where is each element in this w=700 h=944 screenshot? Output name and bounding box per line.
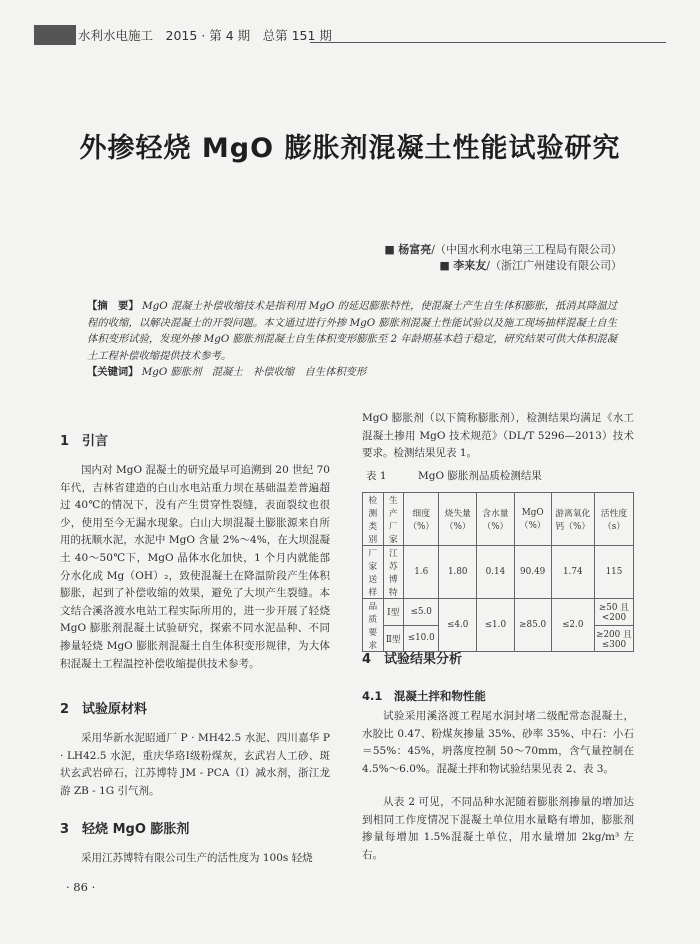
- article-title: 外掺轻烧 MgO 膨胀剂混凝土性能试验研究: [79, 133, 621, 164]
- author-name: 杨富亮: [398, 243, 432, 256]
- table-cell: ≤2.0: [551, 599, 594, 652]
- header-bar: [34, 25, 76, 45]
- table-cell: 1.6: [404, 546, 439, 599]
- table-cell: 厂家送样: [363, 546, 384, 599]
- author-affiliation: /（浙江广州建设有限公司）: [486, 259, 622, 272]
- table-cell: ≤1.0: [477, 599, 515, 652]
- table-cell: ≤4.0: [439, 599, 477, 652]
- table-1-caption: 表 1 MgO 膨胀剂品质检测结果: [366, 470, 542, 482]
- table-header-cell: 烧失量（%）: [439, 493, 477, 546]
- section-1-title: 1 引言: [60, 434, 109, 449]
- abstract: [87, 298, 617, 381]
- author-name: 李来友: [453, 259, 487, 272]
- abstract-text: MgO 混凝土补偿收缩技术是指利用 MgO 的延迟膨胀特性，使混凝土产生自生体积膨胀，抵消其降温过程的收缩，以解决混凝土的开裂问题。本文通过进行外掺 MgO 膨胀剂混凝土性能试验以及施工现场抽样混凝土自生体积变形试验，发现外掺 MgO 膨胀剂混凝土自生体积变形膨胀至 2 年龄期基本趋于稳定，研究结果可供大体积混凝土工程补偿收缩提供技术参考。: [87, 300, 617, 362]
- table-cell: ≤10.0: [404, 625, 439, 652]
- keywords: MgO 膨胀剂 混凝土 补偿收缩 自生体积变形: [141, 366, 367, 378]
- table-header-row: [363, 493, 634, 546]
- author-1: ■ 杨富亮/（中国水利水电第三工程局有限公司）: [384, 243, 622, 256]
- table-row: [363, 546, 634, 599]
- section-4-title: 4 试验结果分析: [362, 652, 463, 667]
- table-cell: 江苏博特: [383, 546, 404, 599]
- section-2-title: 2 试验原材料: [60, 702, 148, 717]
- table-1: [362, 492, 634, 652]
- authors: [384, 242, 622, 274]
- section-1-paragraph: 国内对 MgO 混凝土的研究最早可追溯到 20 世纪 70 年代，吉林省建造的白山水电站重力坝在基础温差普遍超过 40℃的情况下，没有产生贯穿性裂缝，表面裂纹也很少，使用至今无漏水现象。白山大坝混凝土膨胀源来自所用的抚顺水泥，水泥中 MgO 含量 2%～4%，在大坝混凝土 40～50℃下，MgO 晶体水化加快，1 个月内就能部分水化成 Mg（OH）₂，致使混凝土在降温阶段产生体积膨胀，起到了补偿收缩的效果，避免了大坝产生裂缝。本文结合溪洛渡水电站工程实际所用的，进一步开展了轻烧 MgO 膨胀剂混凝土试验研究，探索不同水泥品种、不同掺量轻烧 MgO 膨胀剂混凝土自生体积变形规律，为大体积混凝土工程温控补偿收缩提供技术参考。: [60, 464, 330, 670]
- page-number: · 86 ·: [66, 880, 96, 894]
- table-cell: 0.14: [477, 546, 515, 599]
- table-header-cell: 含水量（%）: [477, 493, 515, 546]
- table-header-cell: 细度（%）: [404, 493, 439, 546]
- author-affiliation: /（中国水利水电第三工程局有限公司）: [431, 243, 622, 256]
- abstract-label: 【摘 要】: [87, 300, 139, 312]
- table-cell: ≥50 且<200: [594, 599, 633, 626]
- table-header-cell: 活性度（s）: [594, 493, 633, 546]
- section-3-paragraph-cont: MgO 膨胀剂（以下简称膨胀剂），检测结果均满足《水工混凝土掺用 MgO 技术规范》（DL/T 5296—2013）技术要求。检测结果见表 1。: [362, 412, 634, 460]
- table-cell: ≤5.0: [404, 599, 439, 626]
- table-header-cell: 检测类别: [363, 493, 384, 546]
- table-cell: 115: [594, 546, 633, 599]
- keywords-label: 【关键词】: [87, 366, 139, 378]
- journal-header: 水利水电施工 2015 · 第 4 期 总第 151 期: [78, 28, 332, 43]
- section-4-1-paragraph-1: 试验采用溪洛渡工程尾水洞封堵二级配常态混凝土，水胶比 0.47、粉煤灰掺量 35%、砂率 35%、中石：小石＝55%：45%，坍落度控制 50～70mm，含气量控制在 4.5%～6.0%。混凝土拌和物试验结果见表 2、表 3。: [362, 710, 634, 775]
- table-cell: Ⅰ型: [383, 599, 404, 626]
- table-row: [363, 599, 634, 626]
- section-3-title: 3 轻烧 MgO 膨胀剂: [60, 822, 190, 837]
- table-header-cell: 生产厂家: [383, 493, 404, 546]
- section-3-paragraph: 采用江苏博特有限公司生产的活性度为 100s 轻烧: [81, 852, 313, 864]
- table-header-cell: MgO（%）: [514, 493, 551, 546]
- header-rule: [310, 42, 666, 43]
- table-cell: 品质要求: [363, 599, 384, 652]
- table-cell: ≥85.0: [514, 599, 551, 652]
- table-cell: ≥200 且≤300: [594, 625, 633, 652]
- section-4-1-paragraph-2: 从表 2 可见，不同品种水泥随着膨胀剂掺量的增加达到相同工作度情况下混凝土单位用水量略有增加，膨胀剂掺量每增加 1.5%混凝土单位，用水量增加 2kg/m³ 左右。: [362, 796, 634, 861]
- author-2: ■ 李来友/（浙江广州建设有限公司）: [439, 259, 622, 272]
- table-cell: 1.80: [439, 546, 477, 599]
- table-cell: 1.74: [551, 546, 594, 599]
- table-cell: Ⅱ型: [383, 625, 404, 652]
- table-header-cell: 游离氧化钙（%）: [551, 493, 594, 546]
- table-cell: 90.49: [514, 546, 551, 599]
- spec-table: [362, 492, 634, 652]
- section-2-paragraph: 采用华新水泥昭通厂 P · MH42.5 水泥、四川嘉华 P · LH42.5 水泥，重庆华珞Ⅰ级粉煤灰，玄武岩人工砂、斑状玄武岩碎石，江苏博特 JM - PCA（Ⅰ）减水剂，浙江龙游 ZB - 1G 引气剂。: [60, 732, 330, 797]
- section-4-1-title: 4.1 混凝土拌和物性能: [362, 689, 486, 703]
